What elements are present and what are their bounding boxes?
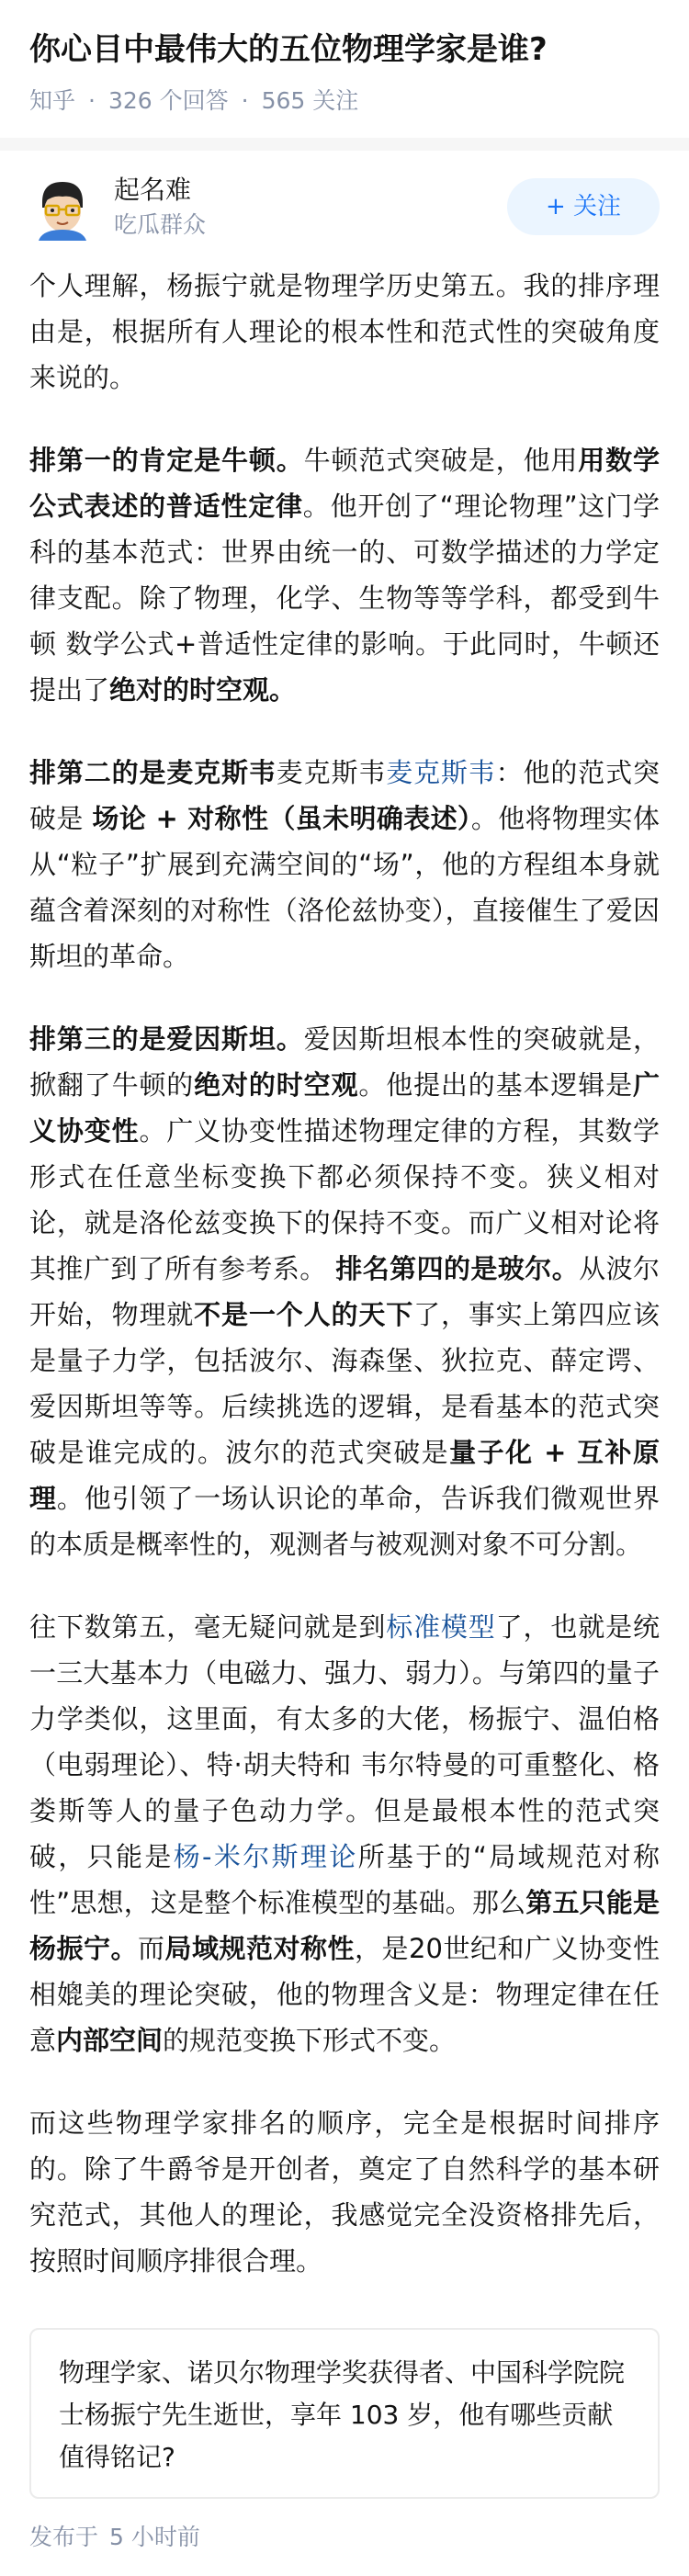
text-segment: ，是20世纪和广义协变性相媲美的理论突破，他的物理含义是：物理定律在任意: [29, 1933, 660, 2056]
author-name[interactable]: 起名难: [114, 175, 192, 205]
source-label: 知乎: [29, 87, 76, 114]
bold-text: 广义协变性: [29, 1069, 660, 1147]
answer-paragraph: [29, 750, 660, 979]
inline-link[interactable]: 标准模型: [386, 1611, 496, 1643]
followers-label: 关注: [312, 87, 359, 114]
text-segment: ：他的范式突破是: [29, 757, 660, 834]
answers-count: 326: [107, 87, 152, 114]
text-segment: 。他提出的基本逻辑是: [358, 1069, 633, 1101]
text-segment: 。他开创了“理论物理”这门学科的基本范式：世界由统一的、可数学描述的力学定律支配。除了物理，化学、生物等等学科，都受到牛顿 数学公式+普适性定律的影响。于此同时，牛顿还提出了: [29, 491, 660, 706]
bold-text: 内部空间: [56, 2025, 164, 2056]
answer-paragraph: [29, 1016, 660, 1567]
cartoon-avatar-icon[interactable]: [29, 175, 96, 241]
answer-paragraph: 个人理解，杨振宁就是物理学历史第五。我的排序理由是，根据所有人理论的根本性和范式性的突破角度来说的。: [29, 270, 660, 393]
text-segment: 了，也就是统一三大基本力（电磁力、强力、弱力）。与第四的量子力学类似，这里面，有太多的大佬，杨振宁、温伯格（电弱理论）、特·胡夫特和 韦尔特曼的可重整化、格娄斯等人的量子色动力学。但是最根本性的范式突破，只能是: [29, 1611, 660, 1872]
bold-text: 排名第四的是玻尔。: [335, 1253, 580, 1284]
publish-time: 5 小时前: [109, 2524, 200, 2550]
text-segment: 。他引领了一场认识论的革命，告诉我们微观世界的本质是概率性的，观测者与被观测对象不可分割。: [29, 1483, 660, 1560]
follow-button[interactable]: + 关注: [507, 178, 660, 235]
text-segment: 从波尔开始，物理就: [29, 1253, 660, 1330]
question-title[interactable]: 你心目中最伟大的五位物理学家是谁?: [29, 31, 548, 68]
answer-paragraph: 而这些物理学家排名的顺序，完全是根据时间排序的。除了牛爵爷是开创者，奠定了自然科学的基本研究范式，其他人的理论，我感觉完全没资格排先后，按照时间顺序排很合理。: [29, 2107, 660, 2277]
bold-text: 不是一个人的天下: [194, 1299, 414, 1330]
meta-separator: ·: [241, 87, 249, 114]
meta-separator: ·: [88, 87, 96, 114]
bold-text: 排第一的肯定是牛顿。: [29, 445, 304, 476]
bold-text: 第五只能是杨振宁。: [29, 1887, 660, 1964]
inline-link[interactable]: 麦克斯韦: [386, 757, 496, 788]
answer-paragraph: [29, 1604, 660, 2063]
bold-text: 局域规范对称性: [164, 1933, 356, 1964]
author-card: [29, 165, 660, 246]
text-segment: 麦克斯韦: [276, 757, 387, 788]
bold-text: 量子化 + 互补原理: [29, 1437, 660, 1514]
answers-label[interactable]: 个回答: [159, 87, 229, 114]
inline-link[interactable]: 杨-米尔斯理论: [173, 1841, 358, 1872]
text-segment: 的规范变换下形式不变。: [163, 2025, 457, 2056]
bold-text: 用数学公式表述的普适性定律: [29, 445, 660, 522]
author-bio: 吃瓜群众: [114, 211, 207, 238]
text-segment: 牛顿范式突破是，他用: [303, 445, 579, 476]
answer-content: [29, 263, 660, 2321]
answer-paragraph: [29, 437, 660, 713]
followers-count: 565: [261, 87, 306, 114]
avatar-illustration: [29, 175, 96, 241]
text-segment: 所基于的“局域规范对称性”思想，这是整个标准模型的基础。那么: [29, 1841, 660, 1918]
section-divider: [0, 138, 689, 151]
bold-text: 绝对的时空观: [194, 1069, 359, 1101]
related-question-card[interactable]: 物理学家、诺贝尔物理学奖获得者、中国科学院院士杨振宁先生逝世，享年 103 岁，他有哪些贡献值得铭记?: [29, 2328, 660, 2499]
question-meta: [29, 85, 358, 118]
text-segment: 而: [138, 1933, 165, 1964]
publish-info: [29, 2521, 200, 2554]
bold-text: 排第二的是麦克斯韦: [29, 757, 277, 788]
text-segment: 。广义协变性描述物理定律的方程，其数学形式在任意坐标变换下都必须保持不变。狭义相对论，就是洛伦兹变换下的保持不变。而广义相对论将其推广到了所有参考系。: [29, 1115, 660, 1284]
text-segment: 。他将物理实体从“粒子”扩展到充满空间的“场”，他的方程组本身就蕴含着深刻的对称性（洛伦兹协变），直接催生了爱因斯坦的革命。: [29, 803, 661, 972]
text-segment: 了，事实上第四应该是量子力学，包括波尔、海森堡、狄拉克、薛定谔、爱因斯坦等等。后续挑选的逻辑，是看基本的范式突破是谁完成的。波尔的范式突破是: [29, 1299, 660, 1468]
text-segment: 爱因斯坦根本性的突破就是，掀翻了牛顿的: [29, 1023, 660, 1101]
bold-text: 绝对的时空观。: [109, 674, 297, 706]
bold-text: 场论 + 对称性（虽未明确表述）: [92, 803, 471, 834]
publish-label: 发布于: [29, 2524, 99, 2550]
text-segment: 往下数第五，毫无疑问就是到: [29, 1611, 387, 1643]
bold-text: 排第三的是爱因斯坦。: [29, 1023, 304, 1055]
